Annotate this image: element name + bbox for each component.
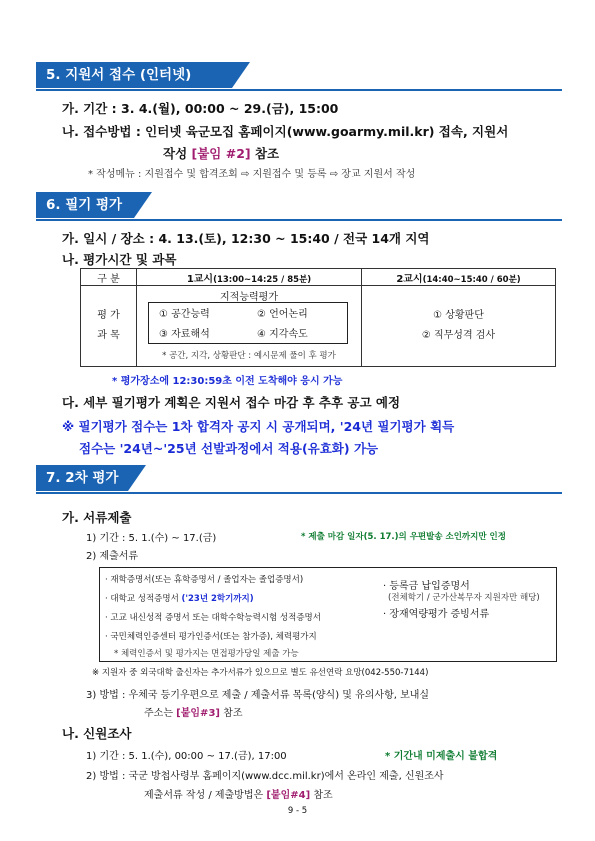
text: 주소는	[144, 708, 177, 719]
score-note-2: 점수는 '24년~'25년 선발과정에서 적용(유효화) 가능	[79, 441, 379, 456]
text: 참조	[310, 790, 333, 801]
subject-item: ④ 지각속도	[257, 329, 308, 340]
score-note-1: ※ 필기평가 점수는 1차 합격자 공지 시 공개되며, '24년 필기평가 획득	[62, 419, 455, 434]
period-1-cell	[137, 286, 362, 367]
subject-item: ② 직무성격 검사	[421, 330, 496, 341]
bg-period: 1) 기간 : 5. 1.(수), 00:00 ~ 17.(금), 17:00	[86, 751, 287, 762]
exam-subject-heading: 나. 평가시간 및 과목	[62, 252, 177, 267]
col-header	[362, 269, 556, 286]
period-2-time: (14:40~15:40 / 60분)	[422, 274, 521, 285]
text: 참조	[219, 708, 243, 719]
bg-method-2	[144, 786, 333, 801]
foreign-note: ※ 지원자 중 외국대학 출신자는 추가서류가 있으므로 별도 유선연락 요망(042-550-7144)	[92, 668, 429, 678]
doc-item: · 장재역량평가 증빙서류	[383, 609, 490, 620]
row-label	[81, 286, 137, 367]
col-header	[137, 269, 362, 286]
row-label-2: 과 목	[97, 330, 120, 341]
doc-item: · 고교 내신성적 증명서 또는 대학수학능력시험 성적증명서	[105, 613, 321, 623]
section-title: 5. 지원서 접수 (인터넷)	[36, 62, 232, 88]
method-line-1: 나. 접수방법 : 인터넷 육군모집 홈페이지(www.goarmy.mil.kr) 접속, 지원서	[62, 124, 509, 139]
page-number: 9 - 5	[287, 806, 308, 816]
menu-note: * 작성메뉴 : 지원접수 및 합격조회 ⇨ 지원접수 및 등록 ⇨ 장교 지원서 작성	[88, 169, 416, 180]
period-1-time: (13:00~14:25 / 85분)	[213, 274, 312, 285]
header-underline	[36, 89, 562, 91]
attachment-ref: [붙임 #2]	[191, 146, 251, 161]
header-underline	[36, 219, 562, 221]
bg-deadline-note: * 기간내 미제출시 불합격	[385, 751, 498, 762]
subject-item: ③ 자료해석	[159, 329, 210, 340]
doc-deadline-note: * 제출 마감 일자(5. 17.)의 우편발송 소인까지만 인정	[301, 532, 506, 542]
period-2-cell	[362, 286, 556, 367]
header-arrow	[128, 465, 146, 491]
text: 제출서류 작성 / 제출방법은	[144, 790, 267, 801]
header-underline	[36, 492, 562, 494]
header-arrow	[232, 62, 250, 88]
header-arrow	[134, 192, 152, 218]
exam-table	[80, 268, 556, 367]
background-check-heading: 나. 신원조사	[62, 726, 132, 741]
detail-plan-line: 다. 세부 필기평가 계획은 지원서 접수 마감 후 추후 공고 예정	[62, 395, 401, 410]
section-title: 7. 2차 평가	[36, 465, 128, 491]
bg-method-1: 2) 방법 : 국군 방첩사령부 홈페이지(www.dcc.mil.kr)에서 온라인 제출, 신원조사	[86, 771, 444, 782]
doc-list-heading: 2) 제출서류	[86, 551, 139, 562]
period-2: 2교시	[396, 273, 423, 285]
col-header: 구 분	[81, 269, 137, 286]
text: 참조	[250, 146, 280, 161]
subject-item: ② 언어논리	[257, 309, 308, 320]
doc-item-sub: (전체학기 / 군가산복무자 지원자만 해당)	[388, 593, 540, 603]
method-line-2	[144, 704, 242, 719]
subject-item: ① 상황판단	[433, 310, 484, 321]
doc-period: 1) 기간 : 5. 1.(수) ~ 17.(금)	[86, 533, 217, 544]
attachment-ref: [붙임#3]	[176, 708, 220, 719]
subject-item: ① 공간능력	[159, 309, 210, 320]
exam-date-line: 가. 일시 / 장소 : 4. 13.(토), 12:30 ~ 15:40 / 전국 14개 지역	[62, 231, 430, 246]
doc-item-highlight: ('23년 2학기까지)	[181, 594, 254, 604]
text: 작성	[163, 146, 192, 161]
doc-item	[105, 592, 254, 604]
doc-item: · 등록금 납입증명서	[383, 581, 470, 592]
method-line-2	[163, 144, 279, 162]
group-label: 지적능력평가	[220, 292, 278, 303]
section-title: 6. 필기 평가	[36, 192, 134, 218]
period-line: 가. 기간 : 3. 4.(월), 00:00 ~ 29.(금), 15:00	[62, 101, 339, 116]
documents-heading: 가. 서류제출	[62, 510, 132, 525]
method-line-1: 3) 방법 : 우체국 등기우편으로 제출 / 제출서류 목록(양식) 및 유의사항, 보내실	[86, 690, 430, 701]
doc-item: · 재학증명서(또는 휴학증명서 / 졸업자는 졸업증명서)	[105, 575, 304, 585]
doc-item-note: * 체력인증서 및 평가지는 면접평가당일 제출 가능	[114, 649, 299, 659]
subject-note: * 공간, 지각, 상황판단 : 예시문제 풀이 후 평가	[162, 351, 336, 361]
row-label-1: 평 가	[97, 310, 120, 321]
doc-item-text: · 대학교 성적증명서	[105, 594, 182, 604]
doc-item: · 국민체력인증센터 평가인증서(또는 참가증), 체력평가지	[105, 632, 317, 642]
documents-box	[99, 567, 557, 662]
period-1: 1교시	[186, 273, 214, 285]
attachment-ref: [붙임#4]	[266, 790, 311, 801]
arrival-note: * 평가장소에 12:30:59초 이전 도착해야 응시 가능	[112, 376, 343, 387]
